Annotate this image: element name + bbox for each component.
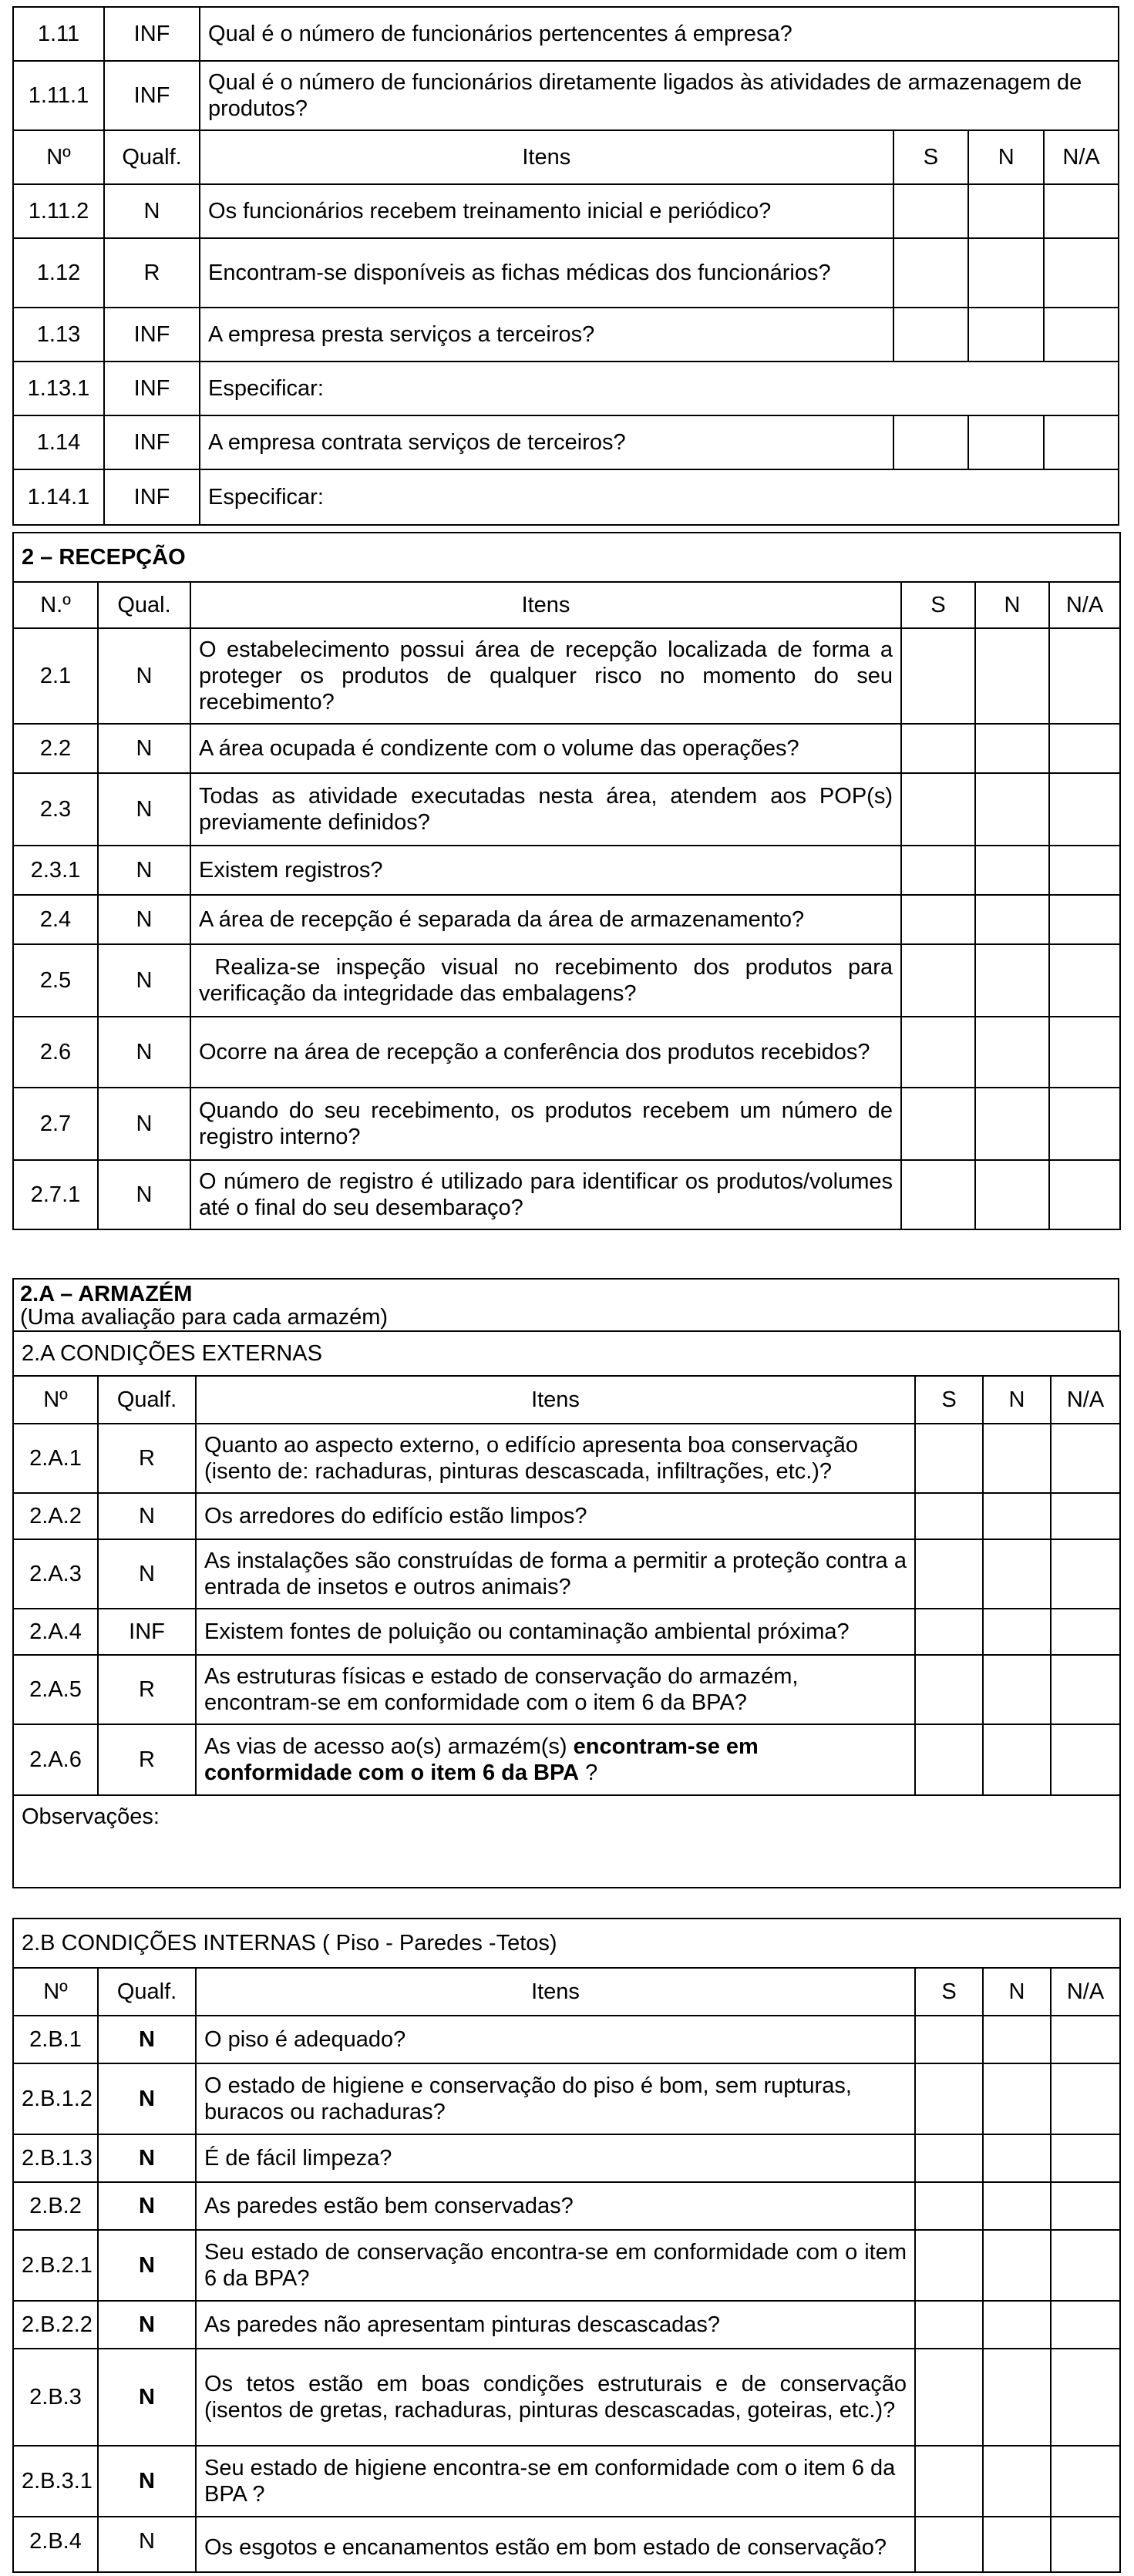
item-text: O estado de higiene e conservação do piso é bom, sem rupturas, buracos ou rachaduras? [196,2063,915,2134]
column-header-s: S [901,582,975,628]
item-number: 2.B.3.1 [13,2446,98,2517]
answer-na-cell[interactable] [1051,1655,1120,1724]
item-qualification: N [98,1539,196,1609]
table-row [13,61,1119,130]
column-header-n: N [968,130,1044,184]
item-qualification: N [98,2446,196,2517]
answer-na-cell[interactable] [1049,895,1120,944]
table-header-row [13,582,1120,628]
item-text: Quando do seu recebimento, os produtos recebem um número de registro interno? [190,1088,901,1160]
answer-na-cell[interactable] [1049,846,1120,895]
answer-na-cell[interactable] [1049,628,1120,724]
item-qualification: N [98,846,190,895]
table-row [13,238,1119,308]
item-number: 2.A.2 [13,1493,98,1539]
item-number: 1.11 [13,7,104,61]
item-number: 2.2 [13,724,98,773]
answer-n-cell[interactable] [983,2446,1051,2517]
table-row [13,308,1119,362]
section-2-table [12,532,1121,1230]
table-row [13,2301,1120,2349]
answer-na-cell[interactable] [1049,724,1120,773]
answer-s-cell[interactable] [901,724,975,773]
table-row [13,1088,1120,1160]
table-row [13,1609,1120,1655]
item-number: 2.3.1 [13,846,98,895]
item-qualification: N [98,1017,190,1088]
table-row [13,184,1119,238]
answer-n-cell[interactable] [983,2230,1051,2301]
item-text: O piso é adequado? [196,2016,915,2063]
item-qualification: R [98,1655,196,1724]
answer-n-cell[interactable] [983,1493,1051,1539]
item-number: 2.B.1.2 [13,2063,98,2134]
item-number: 1.13.1 [13,362,104,415]
table-row [13,7,1119,61]
item-qualification: N [98,1160,190,1229]
answer-s-cell[interactable] [915,2517,983,2572]
answer-n-cell[interactable] [983,1609,1051,1655]
item-qualification: N [98,2301,196,2349]
answer-na-cell[interactable] [1051,2349,1120,2446]
answer-na-cell[interactable] [1051,1493,1120,1539]
item-number: 2.B.4 [13,2517,98,2572]
item-qualification: INF [104,7,200,61]
subsection-title: 2.A CONDIÇÕES EXTERNAS [13,1331,1120,1376]
table-header-row [13,1968,1120,2016]
item-qualification: N [98,2230,196,2301]
table-row [13,2349,1120,2446]
answer-s-cell[interactable] [915,1493,983,1539]
answer-n-cell[interactable] [983,2016,1051,2063]
column-header-number: Nº [13,130,104,184]
item-text[interactable]: Especificar: [200,469,1119,525]
item-qualification: INF [104,469,200,525]
answer-s-cell[interactable] [915,1609,983,1655]
table-row [13,415,1119,469]
item-text: Seu estado de conservação encontra-se em conformidade com o item 6 da BPA? [196,2230,915,2301]
answer-na-cell[interactable] [1051,1724,1120,1795]
table-row [13,1493,1120,1539]
item-number: 1.11.2 [13,184,104,238]
section-2a-header [12,1278,1119,1330]
answer-s-cell[interactable] [901,846,975,895]
item-number: 2.B.3 [13,2349,98,2446]
answer-s-cell[interactable] [915,2230,983,2301]
answer-na-cell[interactable] [1051,2517,1120,2572]
answer-n-cell[interactable] [975,944,1049,1017]
table-row [13,1539,1120,1609]
item-text [196,1724,915,1795]
item-qualification: R [98,1424,196,1493]
item-number: 2.4 [13,895,98,944]
column-header-qualification: Qual. [98,582,190,628]
item-text: Encontram-se disponíveis as fichas médicas dos funcionários? [200,238,893,308]
item-qualification: R [98,1724,196,1795]
item-number: 2.7.1 [13,1160,98,1229]
table-row [13,944,1120,1017]
table-row [13,2446,1120,2517]
answer-na-cell[interactable] [1051,2182,1120,2230]
table-row [13,773,1120,846]
answer-s-cell[interactable] [901,1088,975,1160]
item-qualification: N [98,2182,196,2230]
item-qualification: N [98,2349,196,2446]
answer-n-cell[interactable] [975,895,1049,944]
answer-s-cell[interactable] [893,184,969,238]
column-header-s: S [915,1376,983,1424]
item-text: As paredes estão bem conservadas? [196,2182,915,2230]
item-number: 2.A.4 [13,1609,98,1655]
item-text: Os funcionários recebem treinamento inicial e periódico? [200,184,893,238]
table-row [13,1017,1120,1088]
answer-s-cell[interactable] [901,628,975,724]
item-text: Realiza-se inspeção visual no recebimento dos produtos para verificação da integridade das embalagens? [190,944,901,1017]
answer-n-cell[interactable] [968,184,1044,238]
column-header-n: N [983,1376,1051,1424]
item-qualification: INF [104,61,200,130]
table-row [13,1724,1120,1795]
observations-field[interactable]: Observações: [13,1795,1120,1888]
answer-na-cell[interactable] [1049,1017,1120,1088]
answer-s-cell[interactable] [901,1160,975,1229]
table-row [13,362,1119,415]
item-text: Os tetos estão em boas condições estruturais e de conservação (isentos de gretas, rachaduras, pinturas descascadas, goteiras, etc.)? [196,2349,915,2446]
item-text: Existem fontes de poluição ou contaminação ambiental próxima? [196,1609,915,1655]
table-header-row [13,130,1119,184]
item-number: 2.B.2.2 [13,2301,98,2349]
answer-s-cell[interactable] [915,1724,983,1795]
answer-n-cell[interactable] [983,2349,1051,2446]
item-qualification: INF [104,362,200,415]
item-number: 1.12 [13,238,104,308]
answer-na-cell[interactable] [1049,1088,1120,1160]
item-text-bold: encontram-se em conformidade com o item 6 da BPA [204,1734,759,1785]
section-2b-block [12,1918,1119,2573]
item-number: 2.3 [13,773,98,846]
answer-na-cell[interactable] [1051,2016,1120,2063]
answer-n-cell[interactable] [968,308,1044,362]
answer-n-cell[interactable] [975,1017,1049,1088]
item-text: A empresa presta serviços a terceiros? [200,308,893,362]
table-header-row [13,1376,1120,1424]
table-row [13,2517,1120,2572]
item-qualification: N [98,2063,196,2134]
table-row [13,628,1120,724]
item-text: A área de recepção é separada da área de armazenamento? [190,895,901,944]
item-number: 2.A.3 [13,1539,98,1609]
answer-n-cell[interactable] [983,1655,1051,1724]
answer-na-cell[interactable] [1044,308,1119,362]
item-text-normal: As vias de acesso ao(s) armazém(s) [204,1734,574,1759]
answer-n-cell[interactable] [975,1088,1049,1160]
answer-n-cell[interactable] [975,628,1049,724]
column-header-qualification: Qualf. [98,1376,196,1424]
item-number: 2.B.1 [13,2016,98,2063]
column-header-qualification: Qualf. [98,1968,196,2016]
item-text-end: ? [579,1760,598,1785]
section-1-block [12,6,1119,526]
answer-n-cell[interactable] [975,1160,1049,1229]
item-number: 2.5 [13,944,98,1017]
answer-n-cell[interactable] [983,2301,1051,2349]
table-row [13,2230,1120,2301]
column-header-items: Itens [190,582,901,628]
item-number: 2.B.1.3 [13,2134,98,2182]
answer-na-cell[interactable] [1051,1424,1120,1493]
answer-s-cell[interactable] [893,308,969,362]
answer-n-cell[interactable] [975,773,1049,846]
table-row [13,2063,1120,2134]
answer-n-cell[interactable] [983,2134,1051,2182]
answer-s-cell[interactable] [915,1655,983,1724]
item-number: 2.B.2 [13,2182,98,2230]
item-text: Seu estado de higiene encontra-se em conformidade com o item 6 da BPA ? [196,2446,915,2517]
table-row [13,2182,1120,2230]
answer-na-cell[interactable] [1049,944,1120,1017]
answer-s-cell[interactable] [915,2182,983,2230]
item-number: 2.A.6 [13,1724,98,1795]
item-text: Os arredores do edifício estão limpos? [196,1493,915,1539]
answer-na-cell[interactable] [1051,2063,1120,2134]
answer-n-cell[interactable] [983,1724,1051,1795]
item-text: Qual é o número de funcionários pertencentes á empresa? [200,7,1119,61]
item-qualification: INF [104,308,200,362]
answer-na-cell[interactable] [1051,2446,1120,2517]
item-text[interactable]: Especificar: [200,362,1119,415]
item-number: 2.A.5 [13,1655,98,1724]
section-2a-table [12,1330,1121,1888]
item-qualification: N [98,628,190,724]
item-number: 1.14.1 [13,469,104,525]
item-text: É de fácil limpeza? [196,2134,915,2182]
answer-na-cell[interactable] [1051,1609,1120,1655]
item-qualification: N [98,1088,190,1160]
answer-na-cell[interactable] [1049,773,1120,846]
item-text: O estabelecimento possui área de recepção localizada de forma a proteger os produtos de qualquer risco no momento do seu recebimento? [190,628,901,724]
item-text: A empresa contrata serviços de terceiros? [200,415,893,469]
item-text: Os esgotos e encanamentos estão em bom estado de conservação? [196,2517,915,2572]
item-qualification: N [98,2016,196,2063]
answer-n-cell[interactable] [983,2182,1051,2230]
table-row [13,1160,1120,1229]
section-title: 2.A – ARMAZÉM [20,1282,193,1306]
item-number: 2.7 [13,1088,98,1160]
answer-s-cell[interactable] [915,2301,983,2349]
answer-n-cell[interactable] [983,2063,1051,2134]
column-header-na: N/A [1049,582,1120,628]
answer-s-cell[interactable] [901,1017,975,1088]
answer-na-cell[interactable] [1051,2134,1120,2182]
section-2-block [12,532,1119,1230]
answer-n-cell[interactable] [968,415,1044,469]
column-header-items: Itens [196,1968,915,2016]
column-header-s: S [915,1968,983,2016]
answer-n-cell[interactable] [975,846,1049,895]
answer-na-cell[interactable] [1049,1160,1120,1229]
answer-s-cell[interactable] [915,2134,983,2182]
answer-n-cell[interactable] [983,2517,1051,2572]
answer-na-cell[interactable] [1051,2301,1120,2349]
table-row [13,2016,1120,2063]
column-header-items: Itens [200,130,893,184]
answer-na-cell[interactable] [1044,184,1119,238]
answer-s-cell[interactable] [901,773,975,846]
item-number: 1.11.1 [13,61,104,130]
column-header-na: N/A [1044,130,1119,184]
item-qualification: INF [104,415,200,469]
item-text: Qual é o número de funcionários diretamente ligados às atividades de armazenagem de produtos? [200,61,1119,130]
table-row [13,1655,1120,1724]
item-text: Ocorre na área de recepção a conferência dos produtos recebidos? [190,1017,901,1088]
answer-s-cell[interactable] [915,1539,983,1609]
item-qualification: R [104,238,200,308]
section-2a-block [12,1278,1119,1888]
answer-n-cell[interactable] [983,1539,1051,1609]
table-row [13,895,1120,944]
answer-s-cell[interactable] [915,2446,983,2517]
column-header-number: Nº [13,1376,98,1424]
column-header-na: N/A [1051,1376,1120,1424]
item-qualification: N [98,895,190,944]
item-text: Quanto ao aspecto externo, o edifício apresenta boa conservação (isento de: rachaduras, pinturas descascada, infiltrações, etc.)? [196,1424,915,1493]
answer-s-cell[interactable] [915,2349,983,2446]
item-qualification: N [98,724,190,773]
item-text: As instalações são construídas de forma a permitir a proteção contra a entrada de insetos e outros animais? [196,1539,915,1609]
column-header-items: Itens [196,1376,915,1424]
column-header-n: N [983,1968,1051,2016]
table-row [13,846,1120,895]
answer-s-cell[interactable] [901,895,975,944]
item-text: A área ocupada é condizente com o volume das operações? [190,724,901,773]
column-header-n: N [975,582,1049,628]
column-header-qualification: Qualf. [104,130,200,184]
item-number: 2.6 [13,1017,98,1088]
item-number: 1.14 [13,415,104,469]
answer-s-cell[interactable] [893,238,969,308]
item-number: 1.13 [13,308,104,362]
answer-s-cell[interactable] [915,2016,983,2063]
column-header-number: Nº [13,1968,98,2016]
answer-s-cell[interactable] [915,1424,983,1493]
answer-s-cell[interactable] [893,415,969,469]
table-row [13,1424,1120,1493]
item-number: 2.1 [13,628,98,724]
section-subtitle: (Uma avaliação para cada armazém) [20,1305,389,1330]
item-text: As estruturas físicas e estado de conservação do armazém, encontram-se em conformidade com o item 6 da BPA? [196,1655,915,1724]
item-text: As paredes não apresentam pinturas descascadas? [196,2301,915,2349]
item-text: Todas as atividade executadas nesta área, atendem aos POP(s) previamente definidos? [190,773,901,846]
answer-na-cell[interactable] [1044,238,1119,308]
item-qualification: N [98,2134,196,2182]
answer-na-cell[interactable] [1051,2230,1120,2301]
item-qualification: N [98,944,190,1017]
item-text: O número de registro é utilizado para identificar os produtos/volumes até o final do seu desembaraço? [190,1160,901,1229]
table-row [13,469,1119,525]
table-row [13,724,1120,773]
table-row [13,2134,1120,2182]
column-header-na: N/A [1051,1968,1120,2016]
section-2b-table [12,1918,1121,2573]
answer-na-cell[interactable] [1051,1539,1120,1609]
item-qualification: N [98,2517,196,2572]
item-text: Existem registros? [190,846,901,895]
answer-s-cell[interactable] [915,2063,983,2134]
column-header-number: N.º [13,582,98,628]
item-qualification: N [104,184,200,238]
item-qualification: N [98,1493,196,1539]
item-qualification: N [98,773,190,846]
answer-s-cell[interactable] [901,944,975,1017]
subsection-title: 2.B CONDIÇÕES INTERNAS ( Piso - Paredes -Tetos) [13,1919,1120,1968]
item-qualification: INF [98,1609,196,1655]
answer-n-cell[interactable] [983,1424,1051,1493]
section-title: 2 – RECEPÇÃO [13,533,1120,582]
item-number: 2.B.2.1 [13,2230,98,2301]
answer-n-cell[interactable] [975,724,1049,773]
answer-n-cell[interactable] [968,238,1044,308]
answer-na-cell[interactable] [1044,415,1119,469]
column-header-s: S [893,130,969,184]
item-number: 2.A.1 [13,1424,98,1493]
section-1-table [12,6,1119,526]
